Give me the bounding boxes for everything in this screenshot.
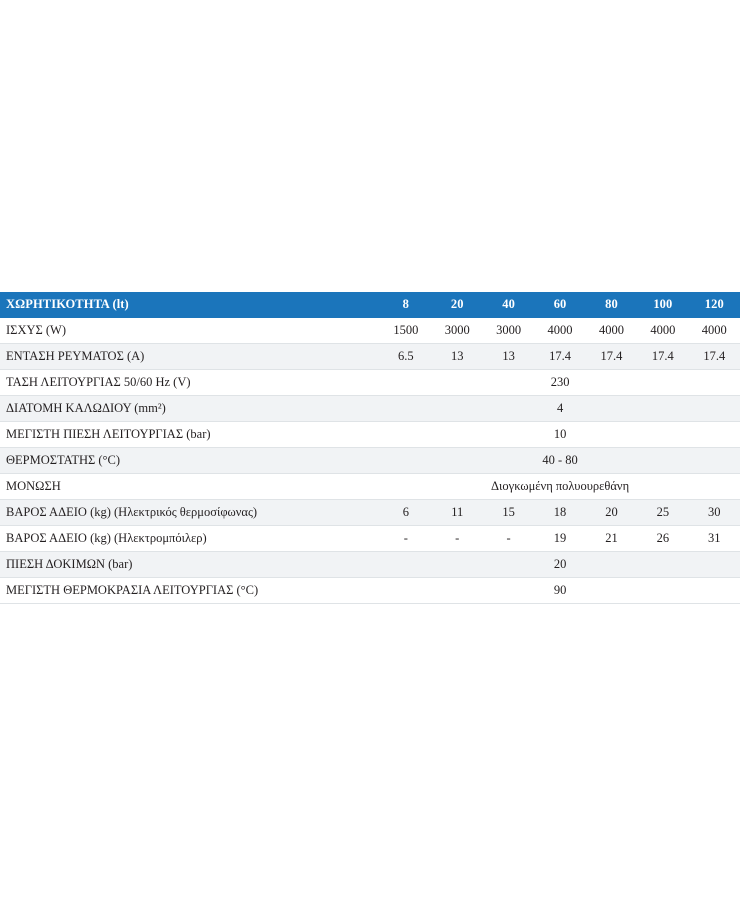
row-value: 18 xyxy=(534,500,585,526)
header-col-40: 40 xyxy=(502,297,515,311)
row-label: ΤΑΣΗ ΛΕΙΤΟΥΡΓΙΑΣ 50/60 Hz (V) xyxy=(0,370,380,396)
row-value-span: 20 xyxy=(380,552,740,578)
row-value-span: 230 xyxy=(380,370,740,396)
row-value: 17.4 xyxy=(637,344,688,370)
row-label: ΠΙΕΣΗ ΔΟΚΙΜΩΝ (bar) xyxy=(0,552,380,578)
table-row xyxy=(0,500,740,526)
row-value-span: 10 xyxy=(380,422,740,448)
row-value-span: Διογκωμένη πολυουρεθάνη xyxy=(380,474,740,500)
table-row xyxy=(0,448,740,474)
row-value: 20 xyxy=(586,500,637,526)
row-value: 19 xyxy=(534,526,585,552)
specifications-table-container xyxy=(0,292,740,604)
table-header-row xyxy=(0,292,740,318)
row-label: ΘΕΡΜΟΣΤΑΤΗΣ (°C) xyxy=(0,448,380,474)
table-row xyxy=(0,422,740,448)
table-row xyxy=(0,526,740,552)
row-value: - xyxy=(483,526,534,552)
row-label: ΒΑΡΟΣ ΑΔΕΙΟ (kg) (Ηλεκτρομπόιλερ) xyxy=(0,526,380,552)
row-value-span: 90 xyxy=(380,578,740,604)
row-value: 6 xyxy=(380,500,431,526)
row-value-span: 40 - 80 xyxy=(380,448,740,474)
row-label: ΒΑΡΟΣ ΑΔΕΙΟ (kg) (Ηλεκτρικός θερμοσίφωνας) xyxy=(0,500,380,526)
specifications-table xyxy=(0,292,740,604)
row-value: 4000 xyxy=(637,318,688,344)
table-row xyxy=(0,578,740,604)
row-value: 3000 xyxy=(432,318,483,344)
table-row xyxy=(0,370,740,396)
table-row xyxy=(0,474,740,500)
table-row xyxy=(0,344,740,370)
row-value: 21 xyxy=(586,526,637,552)
header-col-120: 120 xyxy=(704,297,724,311)
row-value: 3000 xyxy=(483,318,534,344)
row-label: ΕΝΤΑΣΗ ΡΕΥΜΑΤΟΣ (A) xyxy=(0,344,380,370)
table-row xyxy=(0,396,740,422)
row-value: 15 xyxy=(483,500,534,526)
header-col-20: 20 xyxy=(450,297,464,311)
row-value: 13 xyxy=(432,344,483,370)
row-value: - xyxy=(380,526,431,552)
row-value: 17.4 xyxy=(586,344,637,370)
row-value: 4000 xyxy=(534,318,585,344)
table-row xyxy=(0,318,740,344)
row-value: 1500 xyxy=(380,318,431,344)
table-head xyxy=(0,292,740,318)
row-label: ΜΕΓΙΣΤΗ ΘΕΡΜΟΚΡΑΣΙΑ ΛΕΙΤΟΥΡΓΙΑΣ (°C) xyxy=(0,578,380,604)
row-value: - xyxy=(432,526,483,552)
row-value: 4000 xyxy=(586,318,637,344)
row-value-span: 4 xyxy=(380,396,740,422)
row-label: ΜΕΓΙΣΤΗ ΠΙΕΣΗ ΛΕΙΤΟΥΡΓΙΑΣ (bar) xyxy=(0,422,380,448)
row-label: ΔΙΑΤΟΜΗ ΚΑΛΩΔΙΟΥ (mm²) xyxy=(0,396,380,422)
header-col-80: 80 xyxy=(605,297,618,311)
row-value: 13 xyxy=(483,344,534,370)
row-value: 30 xyxy=(689,500,740,526)
row-label: ΜΟΝΩΣΗ xyxy=(0,474,380,500)
header-capacity-label: ΧΩΡΗΤΙΚΟΤΗΤΑ (lt) xyxy=(6,297,129,311)
header-col-8: 8 xyxy=(402,297,409,311)
table-row xyxy=(0,552,740,578)
row-value: 11 xyxy=(432,500,483,526)
row-value: 25 xyxy=(637,500,688,526)
row-value: 31 xyxy=(689,526,740,552)
row-value: 17.4 xyxy=(689,344,740,370)
row-value: 17.4 xyxy=(534,344,585,370)
header-col-100: 100 xyxy=(653,297,673,311)
row-value: 26 xyxy=(637,526,688,552)
table-body xyxy=(0,318,740,604)
header-col-60: 60 xyxy=(553,297,567,311)
row-value: 4000 xyxy=(689,318,740,344)
row-value: 6.5 xyxy=(380,344,431,370)
row-label: ΙΣΧΥΣ (W) xyxy=(0,318,380,344)
